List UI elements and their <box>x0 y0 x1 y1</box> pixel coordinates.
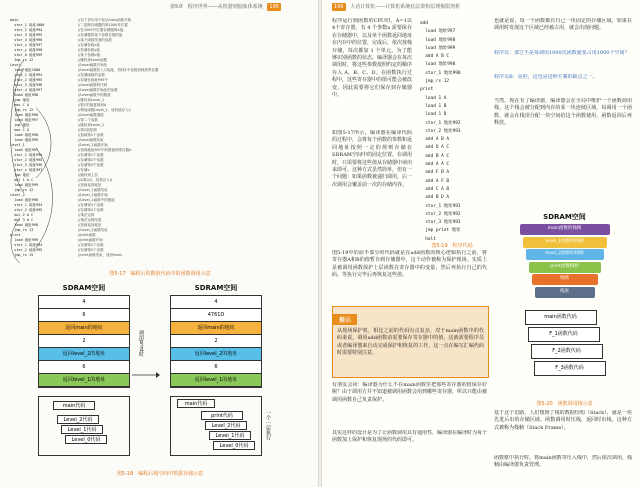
code-line: mul 1 A C <box>10 178 34 182</box>
stack-right-title: SDRAM空间 <box>194 284 238 292</box>
code-block-box: Level_1代码 <box>209 431 251 440</box>
code-line: jmp 地址 <box>10 173 30 177</box>
code-line: print <box>10 233 21 237</box>
code-comment: //跳转到Level函数 <box>78 58 108 62</box>
code-line: main <box>10 18 19 22</box>
stack-left-code-box <box>38 396 130 456</box>
code-line: jmp 地址 <box>10 98 30 102</box>
code-comment: //调用函数Level_1，返回值存入C <box>78 108 132 112</box>
code-comment: //二进制存储器的第1000号位置 <box>78 23 128 27</box>
code-line: stor_3 地址995 <box>10 33 43 37</box>
code-comment: //在1000号位置存储器的A值， <box>78 28 127 32</box>
code-line: stor_2 地址995 <box>10 208 43 212</box>
stack-cell: 返回level_1的地址 <box>171 374 261 387</box>
code-comment: //Level_1函数结束 <box>78 188 108 192</box>
code-comment: //A乘以C，结果存入A <box>78 178 113 182</box>
flow-arrow <box>130 360 160 390</box>
stack-frame-figure <box>502 212 627 397</box>
code-line: stor_y 地址998 <box>10 48 43 52</box>
code-line: add D A C <box>420 145 450 151</box>
code-line: stor_1 地址1000 <box>10 23 45 27</box>
stack-cell: 4 <box>171 296 261 309</box>
stack-cell: 返回main的地址 <box>171 322 261 335</box>
code-line: stor_1 地址994 <box>10 243 43 247</box>
code-line: load 地址990 <box>420 62 456 68</box>
stack-cell: 4761D <box>171 309 261 322</box>
code-line: load 地址999 <box>10 183 39 187</box>
code-line: mov C A <box>10 103 29 107</box>
stack-cell: 返回main的地址 <box>39 322 129 335</box>
code-comment: //Level函数开始处的参数 <box>78 88 118 92</box>
code-comment: //加载地址997中的数值到寄存器A <box>78 148 132 152</box>
code-comment: //乘法运算结果 <box>78 218 102 222</box>
stack-frame-layer: print函数栈帧 <box>529 262 601 273</box>
code-line: stor_2 地址995 <box>10 78 43 82</box>
code-comment: //Level_2函数中的数值 <box>78 198 115 202</box>
call-arrows <box>6 18 76 268</box>
code-comment: //加载返回地址 <box>78 183 102 187</box>
tip-title: 提示 <box>333 314 357 325</box>
code-comment: //存储第2个参数 <box>78 248 104 252</box>
code-line: load 1 B <box>420 103 447 109</box>
code-comment: //Level函数开始处 <box>78 63 108 67</box>
paragraph-1: 程序运行到函数的CPU时，A=1以4个寄存器，有 4 个参数x 需要保存在存储器中，以及单个函数返回地址在内存中的位置，完成后，依次按栈存储，每次都加 1 个单元。为了能够识别函数的状态，编译器会在每次调用时，将这些参数按照约定的顺序存入 A、B、C、D。在函数执行过程中，这些寄存器中的值可能会被改变，因此需要将它们保存到存储器中。 <box>332 18 412 99</box>
code-comment: //存储器的某个参数位置的值 <box>78 33 123 37</box>
code-block-box: Level_0代码 <box>65 435 107 444</box>
code-line: stor_x 地址997 <box>10 168 43 172</box>
chapter-label: 第5章 <box>170 4 184 10</box>
function-code-boxes <box>525 310 605 390</box>
code-comment: //Level函数中的数值 <box>78 93 111 97</box>
stack-cell: 返回level_2的地址 <box>171 348 261 361</box>
code-line: stor_x 地址997 <box>10 43 43 47</box>
code-comment: //将C值复制 <box>78 128 97 132</box>
stack-cell: 4 <box>39 296 129 309</box>
code-line: load 地址996 <box>10 113 39 117</box>
function-code-box: F_2函数代码 <box>531 344 603 359</box>
side-label: 一个一层执行 <box>265 410 271 440</box>
main-code-box-right: main代码 <box>177 399 215 408</box>
stack-frame-layer: level_1函数的栈帧 <box>523 237 607 248</box>
code-line: stor_2 地址995 <box>10 158 43 162</box>
code-comment: //把C的值复制到A <box>78 103 107 107</box>
code-comment: //跳转到Level_2 <box>78 123 105 127</box>
code-comment: //存储第2个参数 <box>78 208 104 212</box>
code-listing-left <box>10 18 310 268</box>
code-line: halt <box>420 236 436 242</box>
code-line: stor_2 地址992 <box>420 211 461 217</box>
quote-2: 程序员B：是的，这也是这种方案的缺点之一。 <box>494 74 598 80</box>
code-comment: //Level函数的代码 <box>78 83 108 87</box>
code-comment: //乘法运算 <box>78 213 95 217</box>
stack-cell: 返回level_1的地址 <box>39 374 129 387</box>
figure-5-19-caption: 图5-19 程序代码 <box>431 243 473 249</box>
code-line: jmp_rs 13 <box>10 228 34 232</box>
code-line: add A A C <box>420 162 450 168</box>
flow-label: 调用print时 <box>138 330 144 357</box>
code-line: stor_4 地址996 <box>10 38 43 42</box>
stack-left-cells <box>38 295 130 388</box>
code-comment: //存储第3个参数 <box>78 163 104 167</box>
code-line: stor_1 地址994 <box>10 153 43 157</box>
code-line: Level_2 <box>10 193 25 197</box>
code-line: add <box>420 21 428 26</box>
paragraph-6: 当然，现在有了编译器，编译器会在全局中维护一个函数调用栈，这个栈会被分配到内存的某一块连续区域，每调用一个函数，就会在栈顶分配一块空间给这个函数使用，函数返回后再释放。 <box>494 98 632 127</box>
code-line: load 地址998 <box>420 37 456 43</box>
paragraph-5: 其实这样的设计是为了让函数调用具有通用性，编译器在编译时为每个函数加上保护和恢复现场的代码即可。 <box>332 430 487 444</box>
code-comment: //Level函数的入口地址，将栈1中参数加载到寄存器 <box>78 68 159 72</box>
paragraph-top-right: 也就是说，每一个函数都有自己一块固定的存储区域，如果在调用时发现这个区域已经被占用，就会出现问题。 <box>494 18 632 32</box>
code-line: load 地址997 <box>10 148 39 152</box>
stack-frame-layer: main函数的栈帧 <box>520 224 610 235</box>
code-line: mul 2 A C <box>10 213 34 217</box>
code-block-box: Level_0代码 <box>213 441 255 450</box>
code-line: mul 3 A C <box>10 218 34 222</box>
stack-frame-layers <box>517 224 612 304</box>
stack-left-title: SDRAM空间 <box>62 284 106 292</box>
right-running-header <box>332 0 460 14</box>
code-line: print <box>420 87 434 93</box>
code-comment: //跳转到上层 <box>78 173 98 177</box>
paragraph-4: 有朋友会问：编译器为什么不在main函数里把那些寄存器的值保存好呢？由于调用方并不知道被调用函数会用到哪些寄存器，所以只能由被调用函数自己负责保护。 <box>332 382 487 403</box>
code-comment: //跳转到Level_1 <box>78 98 105 102</box>
code-comment: //加载返回地址 <box>78 223 102 227</box>
code-line: jmp_rs 12 <box>420 79 450 85</box>
code-comment: //存储在地址995中 <box>78 78 109 82</box>
code-line: stor_2 地址995 <box>10 248 43 252</box>
code-block-box: print代码 <box>201 411 243 420</box>
paragraph-8: 函数框中执行时，将main函数等压入栈中，然后依次调用，栈帧由编译器负责管理。 <box>494 455 632 469</box>
code-comment: //加载第1个参数 <box>78 133 104 137</box>
code-comment: //Level函数结束 <box>78 138 104 142</box>
paragraph-7: 基于这个思路，人们想到了栈的数据结构（Stack），就是一块先进后出的存储区域。函数调用时压栈，返回时出栈，这种方式被称为栈帧（Stack Frame）。 <box>494 410 632 431</box>
code-comment: //存储第1个参数 <box>78 153 104 157</box>
code-comment: //某个参数b值 <box>78 53 101 57</box>
code-line: load 地址997 <box>420 29 456 35</box>
code-line: jmp 地址 <box>10 123 30 127</box>
stack-cell: 2 <box>39 335 129 348</box>
tip-text: 从现场保护机，相比之前的代码有点复杂，对于main函数中的代码来说，调用add函数前需要保存寄存器中的值。这就需要程序员或者编译器来自动完成保护和恢复的工作，这一点在编写汇编代码时需要特别注意。 <box>337 328 484 357</box>
code-block-box: Level_2代码 <box>205 421 247 430</box>
code-line: jmp print 地址 <box>420 228 461 234</box>
code-line: stor_3 地址996 <box>10 83 43 87</box>
code-line: add B A C <box>420 153 450 159</box>
function-code-box: main函数代码 <box>525 310 597 325</box>
chapter-title: 程序世界——从机器到抽象体系统 <box>187 4 263 10</box>
function-code-box: F_3函数代码 <box>534 361 606 376</box>
stack-diagram-left <box>38 283 130 456</box>
code-line: load 1 D <box>420 112 447 118</box>
code-line: stor_1 地址991 <box>420 203 461 209</box>
code-line: jmp_rs 12 <box>10 108 34 112</box>
tip-box <box>332 306 489 378</box>
code-comment: //存储参数x值 <box>78 43 100 47</box>
code-line: Level <box>10 63 21 67</box>
code-line: load 地址998 <box>10 133 39 137</box>
code-line: stor_2 地址994 <box>10 28 43 32</box>
code-line: load 1 A <box>420 95 447 101</box>
code-line: load 地址1000 <box>10 68 41 72</box>
page-number: 195 <box>269 3 279 10</box>
code-comment: //存储参数y值 <box>78 48 100 52</box>
code-line: add A F B <box>420 178 450 184</box>
code-comment: //存储第1个参数 <box>78 243 104 247</box>
code-line: load 地址998 <box>10 93 39 97</box>
stack-frame-layer: 栈底 <box>535 287 595 298</box>
code-comment: //print函数 <box>78 233 96 237</box>
code-comment: //Level函数继续 <box>78 113 104 117</box>
page-number-right: 196 <box>334 3 344 10</box>
figure-5-18-caption: 图5-18 编程后栈空间中数据存储示意 <box>116 471 204 477</box>
quote-1: 程序员：那岂不是每调用1000次函数就要占用1000个空间？ <box>494 50 630 56</box>
code-listing-right <box>420 20 478 244</box>
stack-cell: 2 <box>171 335 261 348</box>
code-line: load 地址998 <box>10 223 39 227</box>
code-comment: //print函数结束，返回main <box>78 253 122 257</box>
code-line: jmp_rs 12 <box>10 188 34 192</box>
paragraph-3: 图5-19中的前半部分的代码就是在add函数的核心逻辑执行之前，将寄存器A和B的值暂存到存储器中，这个动作被称为保护现场。实质上是被调用函数保护上层函数在寄存器中的变量，然后再执行自己的代码，等执行完毕后再恢复这些值。 <box>332 250 487 279</box>
code-line: load 地址999 <box>420 45 456 51</box>
left-page <box>0 0 318 487</box>
code-line: stor_b 地址999 <box>10 53 43 57</box>
stack-cell: 6 <box>171 361 261 374</box>
code-line: stor_1 地址994 <box>10 73 43 77</box>
stack-right-code-box <box>170 396 262 456</box>
code-comment: //Level_2函数开始 <box>78 193 108 197</box>
code-line: load 地址999 <box>10 138 39 142</box>
code-comment: //存储函数的参数 <box>78 73 105 77</box>
code-line: Level_1 <box>10 143 25 147</box>
code-block-box: Level_2代码 <box>57 415 99 424</box>
code-line: mov C A <box>10 128 29 132</box>
right-page <box>322 0 640 487</box>
code-comment: //print函数开始 <box>78 238 103 242</box>
figure-5-17-caption: 图5-17 编程后的数值代码中的函数调用示意 <box>109 271 211 277</box>
code-line: stor_4 地址997 <box>10 88 43 92</box>
paragraph-2: 如图5-17所示，编译器在编译代码的过程中，会将每个函数的参数和返回地址按照一定的规则存储在SDRAM空间中的固定位置。在调用时，只需要将这些值从存储器中读出来即可。这种方式虽然简单，但有一个问题：如果函数被递归调用，后一次调用会覆盖前一次的存储内容。 <box>332 130 412 188</box>
code-line: add C A B <box>420 186 450 192</box>
function-code-box: F_1函数代码 <box>528 327 600 342</box>
code-line: add A B A <box>420 137 450 143</box>
code-line: stor_3 地址993 <box>420 220 461 226</box>
left-running-header <box>170 0 281 14</box>
code-comment: //Level_2函数结束 <box>78 228 108 232</box>
stack-cell: 6 <box>39 309 129 322</box>
code-line: stor_1 地址992 <box>420 120 461 126</box>
code-line: Jmp_rs 12 <box>10 58 34 62</box>
code-line: stor_1 地址994 <box>10 203 43 207</box>
stack-frame-title: SDRAM空间 <box>543 213 586 221</box>
code-line: load 地址997 <box>10 118 39 122</box>
code-line: stor_1 地址990 <box>420 70 461 76</box>
stack-cell: 返回level_2的地址 <box>39 348 129 361</box>
stack-frame-layer: level_2函数的栈帧 <box>526 249 604 260</box>
code-comment: //存储第1个参数 <box>78 203 104 207</box>
code-line: load 地址996 <box>10 198 39 202</box>
code-comment: //存储第2个参数 <box>78 158 104 162</box>
code-comment: //Level_1函数开始 <box>78 143 108 147</box>
code-line: load 地址999 <box>10 238 39 242</box>
stack-right-cells <box>170 295 262 388</box>
book-title: 大话计算机——计算机系统底层架构原理极限剖析 <box>350 4 461 10</box>
stack-diagram-right <box>170 283 262 456</box>
code-line: stor_2 地址993 <box>420 128 461 134</box>
code-comment: //存储x <box>78 168 90 172</box>
stack-cell: 6 <box>39 361 129 374</box>
code-line: add F B A <box>420 170 450 176</box>
code-line: add B D A <box>420 195 450 201</box>
code-comment: //某个函数传递的参数 <box>78 38 112 42</box>
code-comment: //以下语句用于标记main函数开始 <box>78 18 132 22</box>
code-line: jmp_rs 15 <box>10 253 34 257</box>
code-block-box: Level_1代码 <box>61 425 103 434</box>
stack-frame-layer: 栈帧 <box>532 274 598 285</box>
comment-column <box>78 18 310 258</box>
figure-5-20-caption: 图5-20 函数调用栈示意 <box>536 401 593 407</box>
code-comment: //第二个参数 <box>78 118 98 122</box>
main-code-box: main代码 <box>53 401 95 410</box>
code-line: stor_3 地址996 <box>10 163 43 167</box>
code-line: add A B C <box>420 54 450 60</box>
